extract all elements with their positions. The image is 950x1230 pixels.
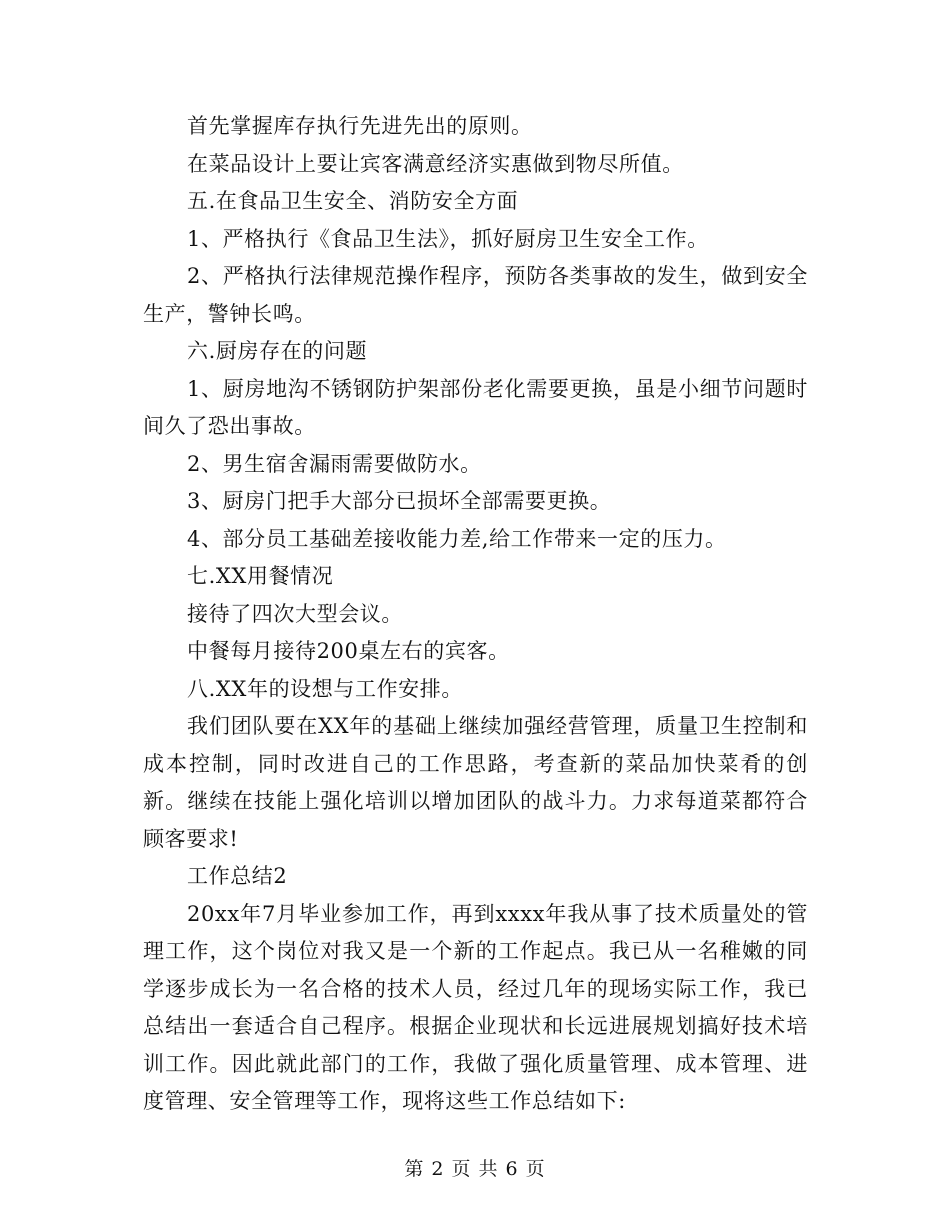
paragraph: 4、部分员工基础差接收能力差,给工作带来一定的压力。 [187,526,727,551]
paragraph: 中餐每月接待200桌左右的宾客。 [187,639,510,663]
section-heading: 六.厨房存在的问题 [187,339,368,363]
section-heading: 七.XX用餐情况 [187,564,334,588]
body-text [143,108,808,1121]
paragraph: 2、男生宿舍漏雨需要做防水。 [187,451,482,476]
paragraph: 3、厨房门把手大部分已损坏全部需要更换。 [187,489,612,513]
paragraph: 在菜品设计上要让宾客满意经济实惠做到物尽所值。 [187,151,684,176]
section-heading: 五.在食品卫生安全、消防安全方面 [187,189,519,213]
paragraph: 1、严格执行《食品卫生法》，抓好厨房卫生安全工作。 [187,226,709,251]
paragraph: 首先掌握库存执行先进先出的原则。 [187,114,533,138]
paragraph: 20xx年7月毕业参加工作，再到xxxx年我从事了技术质量处的管理工作，这个岗位对我又是一个新的工作起点。我已从一名稚嫩的同学逐步成长为一名合格的技术人员，经过几年的现场实际工作，我已总结出一套适合自己程序。根据企业现状和长远进展规划搞好技术培训工作。因此就此部门的工作，我做了强化质量管理、成本管理、进度管理、安全管理等工作，现将这些工作总结如下: [143,901,808,1113]
paragraph: 2、严格执行法律规范操作程序，预防各类事故的发生，做到安全生产，警钟长鸣。 [143,264,808,326]
paragraph: 我们团队要在XX年的基础上继续加强经营管理，质量卫生控制和成本控制，同时改进自己的工作思路，考查新的菜品加快菜肴的创新。继续在技能上强化培训以增加团队的战斗力。力求每道菜都符合顾客要求! [143,714,808,851]
paragraph: 1、厨房地沟不锈钢防护架部份老化需要更换，虽是小细节问题时间久了恐出事故。 [143,376,808,438]
section-heading: 工作总结2 [187,864,288,888]
section-heading: 八.XX年的设想与工作安排。 [187,676,463,701]
page-footer: 第 2 页 共 6 页 [404,1158,546,1180]
paragraph: 接待了四次大型会议。 [187,601,403,626]
